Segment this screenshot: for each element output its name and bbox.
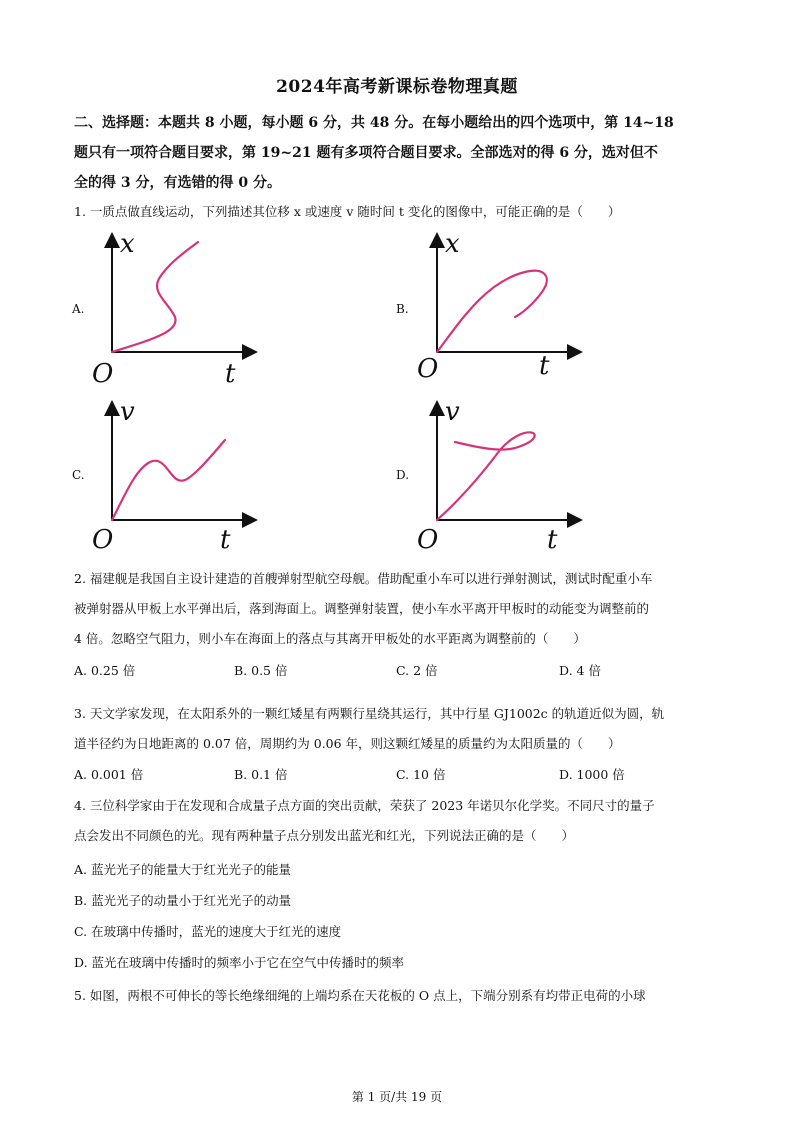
- q1-option-b-label: B.: [396, 302, 409, 316]
- q3-line-1: 3. 天文学家发现，在太阳系外的一颗红矮星有两颗行星绕其运行，其中行星 GJ1002c 的轨道近似为圆，轨: [74, 706, 665, 721]
- y-axis-label: x: [445, 229, 460, 259]
- q2-line-3: 4 倍。忽略空气阻力，则小车在海面上的落点与其离开甲板处的水平距离为调整前的（ ）: [74, 631, 586, 646]
- origin-label: O: [417, 354, 439, 384]
- curve-c: [112, 440, 225, 520]
- q4-option-b: B. 蓝光光子的动量小于红光光子的动量: [74, 893, 292, 908]
- q5-line-1: 5. 如图，两根不可伸长的等长绝缘细绳的上端均系在天花板的 O 点上，下端分别系有均带正电荷的小球: [74, 988, 646, 1003]
- q1-option-a-label: A.: [72, 302, 85, 316]
- origin-label: O: [417, 525, 439, 555]
- curve-d: [437, 432, 535, 520]
- origin-label: O: [92, 359, 114, 389]
- section-line-1: 二、选择题：本题共 8 小题，每小题 6 分，共 48 分。在每小题给出的四个选项中，第 14~18: [74, 115, 674, 131]
- q3-option-a: A. 0.001 倍: [74, 767, 144, 782]
- q1-option-c-label: C.: [72, 468, 85, 482]
- q4-option-a: A. 蓝光光子的能量大于红光光子的能量: [74, 862, 291, 877]
- q4-option-c: C. 在玻璃中传播时，蓝光的速度大于红光的速度: [74, 924, 342, 939]
- q3-option-b: B. 0.1 倍: [234, 767, 288, 782]
- q1-graph-a: [90, 229, 260, 389]
- q1-stem: 1. 一质点做直线运动，下列描述其位移 x 或速度 v 随时间 t 变化的图像中，可能正确的是（ ）: [74, 204, 621, 219]
- q4-line-1: 4. 三位科学家由于在发现和合成量子点方面的突出贡献，荣获了 2023 年诺贝尔化学奖。不同尺寸的量子: [74, 798, 655, 813]
- q1-graph-b: [415, 229, 585, 387]
- q2-option-a: A. 0.25 倍: [74, 663, 136, 678]
- x-axis-label: t: [220, 525, 231, 555]
- y-axis-label: v: [445, 397, 460, 427]
- q1-option-d-label: D.: [396, 468, 410, 482]
- q2-option-b: B. 0.5 倍: [234, 663, 288, 678]
- x-axis-label: t: [547, 525, 558, 555]
- section-instructions: [74, 108, 722, 198]
- origin-label: O: [92, 525, 114, 555]
- y-axis-label: v: [120, 397, 135, 427]
- q2-line-1: 2. 福建舰是我国自主设计建造的首艘弹射型航空母舰。借助配重小车可以进行弹射测试，测试时配重小车: [74, 571, 653, 586]
- q1-graph-c: [90, 397, 260, 555]
- q2-option-c: C. 2 倍: [396, 663, 438, 678]
- y-axis-label: x: [120, 229, 135, 259]
- q1-graph-d: [415, 397, 585, 555]
- q4-line-2: 点会发出不同颜色的光。现有两种量子点分别发出蓝光和红光，下列说法正确的是（ ）: [74, 828, 575, 843]
- q2-option-d: D. 4 倍: [559, 663, 601, 678]
- section-line-2: 题只有一项符合题目要求，第 19~21 题有多项符合题目要求。全部选对的得 6 分，选对但不: [74, 145, 658, 161]
- page-title: 2024年高考新课标卷物理真题: [276, 77, 518, 97]
- q4-option-d: D. 蓝光在玻璃中传播时的频率小于它在空气中传播时的频率: [74, 955, 405, 970]
- x-axis-label: t: [225, 359, 236, 389]
- page-footer: 第 1 页/共 19 页: [351, 1090, 443, 1104]
- q3-option-c: C. 10 倍: [396, 767, 446, 782]
- q3-option-d: D. 1000 倍: [559, 767, 625, 782]
- q3-line-2: 道半径约为日地距离的 0.07 倍，周期约为 0.06 年，则这颗红矮星的质量约为太阳质量的（ ）: [74, 736, 621, 751]
- x-axis-label: t: [539, 351, 550, 381]
- curve-b: [437, 271, 547, 352]
- section-line-3: 全的得 3 分，有选错的得 0 分。: [74, 175, 281, 191]
- q2-line-2: 被弹射器从甲板上水平弹出后，落到海面上。调整弹射装置，使小车水平离开甲板时的动能变为调整前的: [74, 601, 650, 616]
